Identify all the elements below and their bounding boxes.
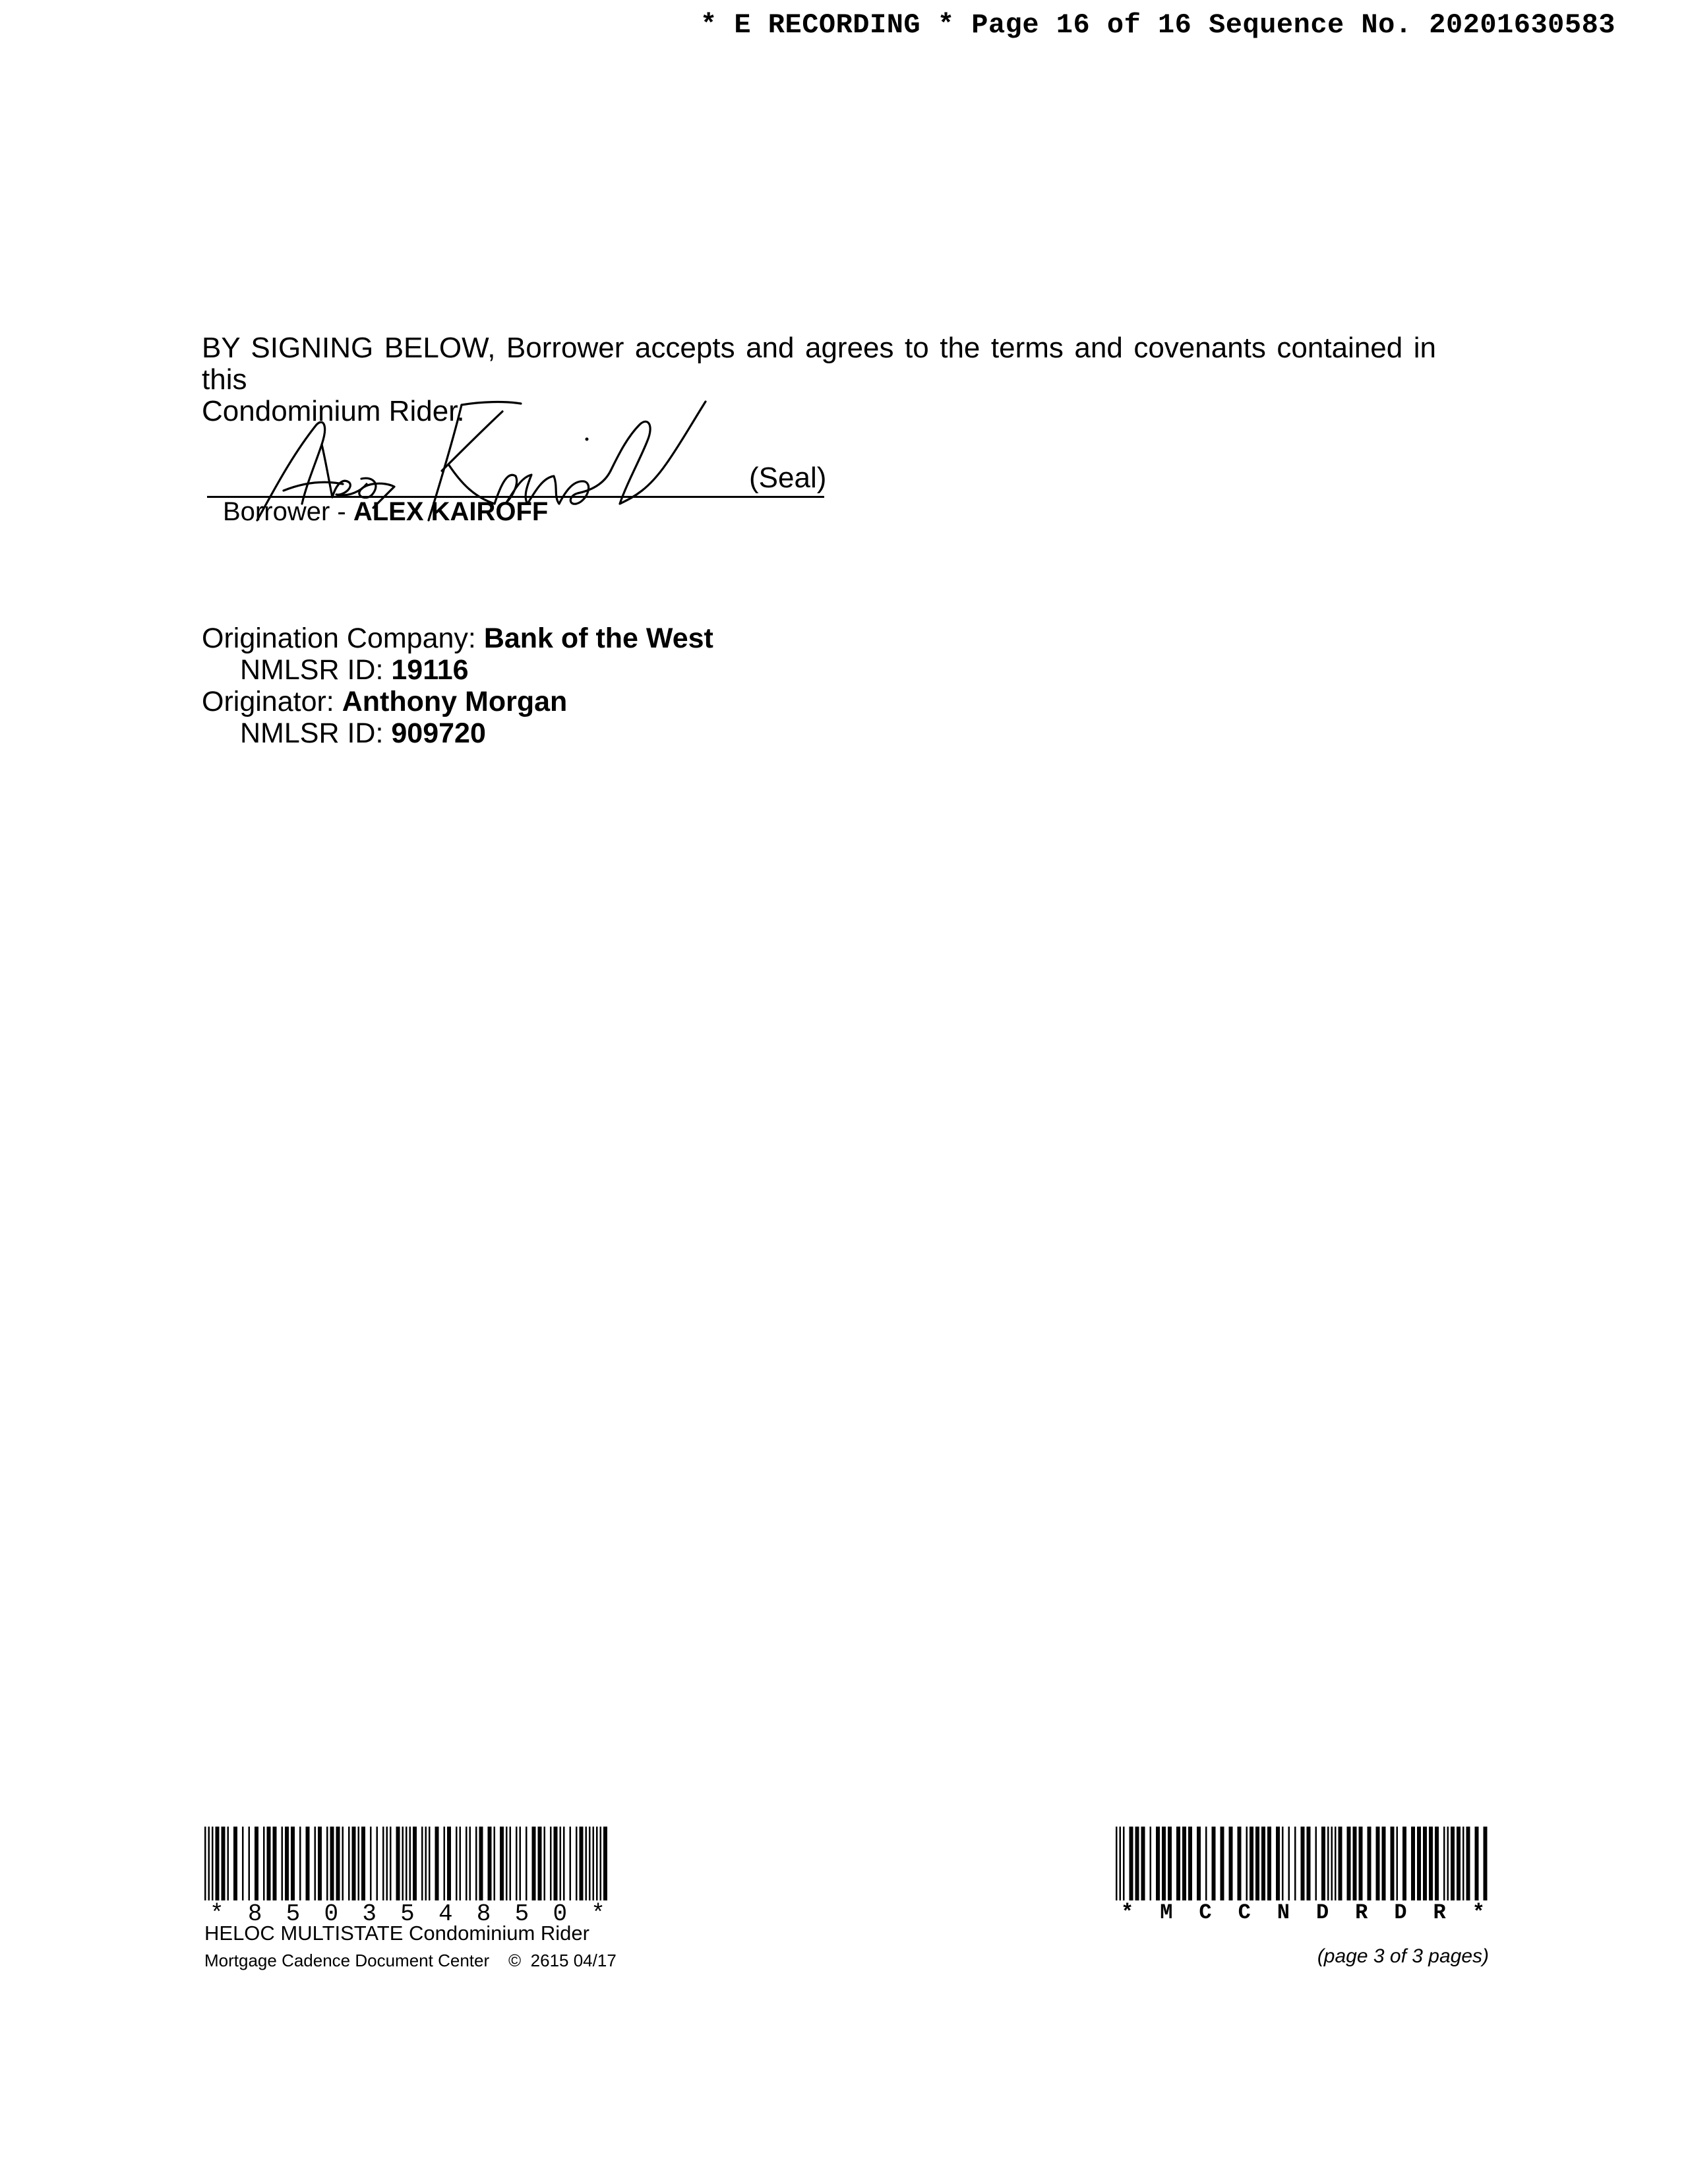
recording-header: * E RECORDING * Page 16 of 16 Sequence No. 20201630583 xyxy=(700,9,1615,41)
barcode-bar xyxy=(273,1827,277,1900)
barcode-bar xyxy=(500,1827,504,1900)
barcode-bar xyxy=(1301,1827,1305,1900)
barcode-bar xyxy=(358,1827,360,1900)
barcode-bar xyxy=(429,1827,431,1900)
barcode-bar xyxy=(1423,1827,1427,1900)
barcode-bar xyxy=(1141,1827,1145,1900)
barcode-bar xyxy=(460,1827,462,1900)
barcode-bar xyxy=(1276,1827,1280,1900)
barcode-bar xyxy=(596,1827,598,1900)
signing-statement-line-2: Condominium Rider. xyxy=(202,395,465,427)
barcode-bar xyxy=(1135,1827,1139,1900)
barcode-bar xyxy=(326,1827,328,1900)
origination-company xyxy=(202,622,713,655)
barcode-character: * xyxy=(210,1900,224,1927)
barcode-bar xyxy=(1331,1827,1333,1900)
barcode-bar xyxy=(299,1827,301,1900)
barcode-bar xyxy=(456,1827,458,1900)
barcode-bar xyxy=(1376,1827,1380,1900)
barcode-bar xyxy=(1282,1827,1284,1900)
barcode-bar xyxy=(242,1827,244,1900)
barcode-bar xyxy=(204,1827,206,1900)
signing-statement-line-1: BY SIGNING BELOW, Borrower accepts and agrees to the terms and covenants contained in this xyxy=(202,332,1436,396)
barcode-bar xyxy=(560,1827,562,1900)
page-indicator: (page 3 of 3 pages) xyxy=(1317,1945,1489,1967)
barcode-bar xyxy=(1466,1827,1470,1900)
barcode-bar xyxy=(1176,1827,1180,1900)
barcode-bar xyxy=(263,1827,265,1900)
barcode-bar xyxy=(1321,1827,1325,1900)
barcode-bar xyxy=(444,1827,446,1900)
barcode-form-code-chars xyxy=(1121,1900,1485,1925)
form-number: 2615 04/17 xyxy=(530,1951,617,1970)
company-nmlsr-value: 19116 xyxy=(391,654,469,686)
barcode-character: 5 xyxy=(286,1900,301,1927)
barcode-character: D xyxy=(1394,1900,1407,1925)
barcode-bar xyxy=(1447,1827,1449,1900)
barcode-bar xyxy=(479,1827,483,1900)
barcode-bar xyxy=(1205,1827,1207,1900)
barcode-bar xyxy=(315,1827,316,1900)
barcode-bar xyxy=(1451,1827,1455,1900)
barcode-bar xyxy=(466,1827,467,1900)
barcode-bar xyxy=(593,1827,595,1900)
barcode-bar xyxy=(306,1827,310,1900)
barcode-bar xyxy=(1168,1827,1172,1900)
originator-label: Originator: xyxy=(202,686,342,717)
barcode-bar xyxy=(1315,1827,1317,1900)
barcode-bar xyxy=(516,1827,518,1900)
barcode-bar xyxy=(580,1827,584,1900)
barcode-bar xyxy=(402,1827,404,1900)
barcode-bar xyxy=(1457,1827,1461,1900)
barcode-bar xyxy=(447,1827,451,1900)
barcode-character: 8 xyxy=(476,1900,491,1927)
barcode-bar xyxy=(538,1827,542,1900)
barcode-bar xyxy=(435,1827,439,1900)
barcode-bar xyxy=(1382,1827,1386,1900)
barcode-bar xyxy=(249,1827,251,1900)
barcode-bar xyxy=(318,1827,322,1900)
barcode-bar xyxy=(377,1827,378,1900)
barcode-bar xyxy=(1411,1827,1415,1900)
barcode-bar xyxy=(589,1827,591,1900)
barcode-bar xyxy=(1294,1827,1296,1900)
barcode-character: * xyxy=(591,1900,605,1927)
barcode-bar xyxy=(1353,1827,1357,1900)
barcode-bar xyxy=(1335,1827,1337,1900)
barcode-bar xyxy=(370,1827,372,1900)
barcode-character: D xyxy=(1315,1900,1329,1925)
barcode-bar xyxy=(475,1827,477,1900)
borrower-name: ALEX KAIROFF xyxy=(353,497,549,526)
barcode-character: * xyxy=(1472,1900,1485,1925)
barcode-bar xyxy=(208,1827,210,1900)
barcode-bar xyxy=(282,1827,284,1900)
barcode-bar xyxy=(421,1827,423,1900)
barcode-bar xyxy=(413,1827,417,1900)
barcode-bar xyxy=(1484,1827,1488,1900)
barcode-bar xyxy=(227,1827,229,1900)
barcode-bar xyxy=(291,1827,295,1900)
barcode-bar xyxy=(1116,1827,1118,1900)
barcode-bar xyxy=(382,1827,384,1900)
barcode-bar xyxy=(1347,1827,1351,1900)
barcode-bar xyxy=(1462,1827,1464,1900)
barcode-character: N xyxy=(1277,1900,1290,1925)
borrower-prefix: Borrower - xyxy=(223,497,353,526)
barcode-bar xyxy=(1391,1827,1395,1900)
barcode-loan-number xyxy=(204,1827,613,1904)
origination-company-label: Origination Company: xyxy=(202,622,484,654)
barcode-character: M xyxy=(1160,1900,1173,1925)
barcode-bar xyxy=(544,1827,546,1900)
form-title: HELOC MULTISTATE Condominium Rider xyxy=(204,1922,589,1945)
company-nmlsr-label: NMLSR ID: xyxy=(240,654,392,686)
barcode-bar xyxy=(396,1827,400,1900)
barcode-bar xyxy=(425,1827,427,1900)
barcode-bar xyxy=(563,1827,565,1900)
barcode-bar xyxy=(1212,1827,1216,1900)
barcode-bar xyxy=(570,1827,572,1900)
barcode-bar xyxy=(222,1827,226,1900)
barcode-bar xyxy=(1238,1827,1242,1900)
document-center-line xyxy=(204,1951,617,1971)
barcode-bar xyxy=(550,1827,552,1900)
barcode-bar xyxy=(532,1827,536,1900)
barcode-bar xyxy=(330,1827,334,1900)
barcode-bar xyxy=(1307,1827,1311,1900)
barcode-bar xyxy=(520,1827,522,1900)
barcode-bar xyxy=(586,1827,588,1900)
copyright-symbol: © xyxy=(508,1951,522,1970)
barcode-bar xyxy=(494,1827,496,1900)
barcode-bar xyxy=(1130,1827,1133,1900)
barcode-bar xyxy=(1397,1827,1399,1900)
barcode-bar xyxy=(255,1827,258,1900)
barcode-bar xyxy=(1359,1827,1363,1900)
barcode-bar xyxy=(361,1827,365,1900)
barcode-form-code xyxy=(1116,1827,1489,1904)
barcode-bar xyxy=(406,1827,407,1900)
barcode-bar xyxy=(1429,1827,1433,1900)
origination-company-value: Bank of the West xyxy=(483,622,713,654)
document-center: Mortgage Cadence Document Center xyxy=(204,1951,490,1970)
barcode-bar xyxy=(510,1827,512,1900)
barcode-bar xyxy=(1288,1827,1290,1900)
borrower-label xyxy=(223,497,548,527)
barcode-bar xyxy=(352,1827,356,1900)
barcode-bar xyxy=(212,1827,214,1900)
originator-nmlsr-value: 909720 xyxy=(391,717,486,749)
originator-value: Anthony Morgan xyxy=(342,686,568,717)
barcode-character: C xyxy=(1238,1900,1251,1925)
barcode-character: R xyxy=(1433,1900,1446,1925)
barcode-bar xyxy=(1123,1827,1125,1900)
barcode-bar xyxy=(342,1827,344,1900)
barcode-bar xyxy=(488,1827,492,1900)
barcode-bar xyxy=(1150,1827,1152,1900)
barcode-bar xyxy=(216,1827,220,1900)
barcode-bar xyxy=(1402,1827,1406,1900)
barcode-character: 3 xyxy=(362,1900,377,1927)
barcode-bar xyxy=(1229,1827,1233,1900)
barcode-bar xyxy=(469,1827,471,1900)
barcode-bar xyxy=(1417,1827,1421,1900)
barcode-bar xyxy=(285,1827,289,1900)
barcode-bar xyxy=(1475,1827,1479,1900)
barcode-bar xyxy=(600,1827,602,1900)
barcode-bar xyxy=(1250,1827,1253,1900)
originator-nmlsr xyxy=(240,717,486,750)
barcode-bar xyxy=(233,1827,237,1900)
barcode-bar xyxy=(1435,1827,1439,1900)
barcode-bar xyxy=(1162,1827,1166,1900)
barcode-character: 5 xyxy=(514,1900,529,1927)
barcode-bar xyxy=(1156,1827,1160,1900)
barcode-bar xyxy=(386,1827,388,1900)
barcode-character: C xyxy=(1199,1900,1212,1925)
barcode-bar xyxy=(1221,1827,1224,1900)
originator-nmlsr-label: NMLSR ID: xyxy=(240,717,392,749)
barcode-character: 5 xyxy=(400,1900,415,1927)
barcode-character: R xyxy=(1355,1900,1368,1925)
barcode-bar xyxy=(1443,1827,1445,1900)
barcode-bar xyxy=(1246,1827,1248,1900)
barcode-bar xyxy=(526,1827,528,1900)
barcode-bar xyxy=(1120,1827,1122,1900)
barcode-character: * xyxy=(1121,1900,1134,1925)
barcode-bar xyxy=(1261,1827,1265,1900)
barcode-character: 4 xyxy=(438,1900,453,1927)
barcode-bar xyxy=(603,1827,607,1900)
barcode-bar xyxy=(506,1827,508,1900)
barcode-character: 0 xyxy=(324,1900,339,1927)
barcode-bar xyxy=(1267,1827,1271,1900)
barcode-bar xyxy=(1255,1827,1259,1900)
barcode-bar xyxy=(1197,1827,1201,1900)
barcode-bar xyxy=(1188,1827,1192,1900)
seal-label: (Seal) xyxy=(749,462,827,494)
barcode-bar xyxy=(1339,1827,1342,1900)
barcode-character: 0 xyxy=(553,1900,568,1927)
barcode-bar xyxy=(1368,1827,1372,1900)
origination-company-nmlsr xyxy=(240,654,469,686)
barcode-bar xyxy=(1182,1827,1186,1900)
barcode-bar xyxy=(390,1827,392,1900)
originator xyxy=(202,686,567,718)
barcode-bar xyxy=(1327,1827,1329,1900)
barcode-bar xyxy=(576,1827,578,1900)
barcode-bar xyxy=(409,1827,411,1900)
barcode-bar xyxy=(554,1827,558,1900)
barcode-bar xyxy=(267,1827,271,1900)
barcode-bar xyxy=(348,1827,350,1900)
barcode-character: 8 xyxy=(247,1900,262,1927)
barcode-bar xyxy=(336,1827,340,1900)
